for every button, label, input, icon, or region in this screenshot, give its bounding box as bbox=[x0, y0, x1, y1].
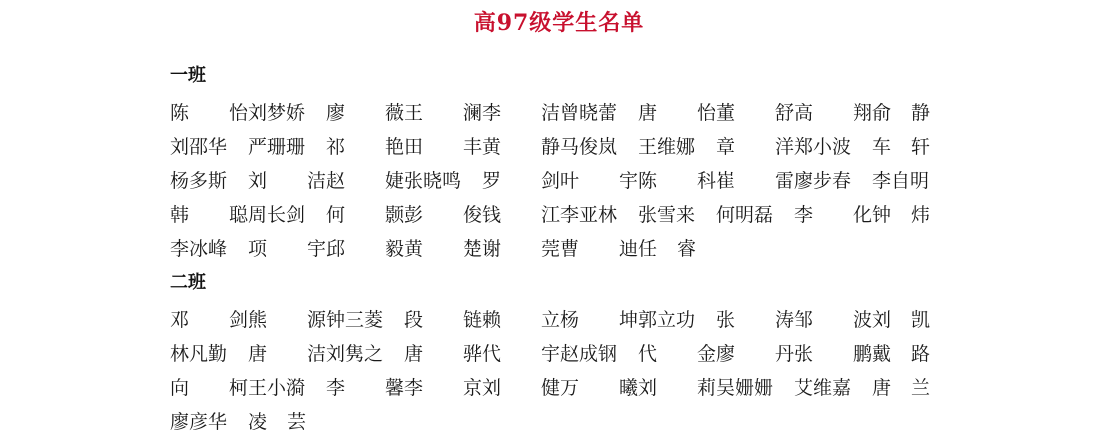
student-name: 何 颢 bbox=[326, 204, 404, 226]
student-name: 廖 薇 bbox=[326, 102, 404, 124]
student-name: 唐 骅 bbox=[404, 343, 482, 365]
student-name: 林凡勤 bbox=[170, 343, 228, 365]
student-name: 王 澜 bbox=[404, 102, 482, 124]
student-name: 陈 科 bbox=[638, 170, 716, 192]
student-name: 曹 迪 bbox=[560, 238, 638, 260]
student-name: 祁 艳 bbox=[326, 136, 404, 158]
student-name: 吴姗姗 bbox=[716, 377, 774, 399]
class-heading: 二班 bbox=[170, 272, 206, 293]
name-list bbox=[170, 303, 940, 439]
student-name: 彭 俊 bbox=[404, 204, 482, 226]
student-name: 张 涛 bbox=[716, 309, 794, 331]
name-row bbox=[170, 337, 940, 371]
student-name: 叶 宇 bbox=[560, 170, 638, 192]
student-name: 钱 江 bbox=[482, 204, 560, 226]
student-name: 万 曦 bbox=[560, 377, 638, 399]
student-name: 廖步春 bbox=[794, 170, 852, 192]
student-name: 李亚林 bbox=[560, 204, 618, 226]
class-two-section bbox=[170, 270, 940, 439]
student-name: 马俊岚 bbox=[560, 136, 618, 158]
student-name: 赵 婕 bbox=[326, 170, 404, 192]
student-name: 郭立功 bbox=[638, 309, 696, 331]
name-list bbox=[170, 96, 940, 266]
student-name: 向 柯 bbox=[170, 377, 248, 399]
student-name: 王维娜 bbox=[638, 136, 696, 158]
student-name: 唐 洁 bbox=[248, 343, 326, 365]
student-name: 刘 洁 bbox=[248, 170, 326, 192]
student-name: 代 宇 bbox=[482, 343, 560, 365]
student-name: 李 洁 bbox=[482, 102, 560, 124]
student-name: 郑小波 bbox=[794, 136, 852, 158]
student-name: 王小漪 bbox=[248, 377, 306, 399]
name-row bbox=[170, 96, 940, 130]
name-row bbox=[170, 303, 940, 337]
student-name: 李 化 bbox=[794, 204, 872, 226]
student-name: 韩 聪 bbox=[170, 204, 248, 226]
name-row bbox=[170, 405, 940, 439]
student-name: 何明磊 bbox=[716, 204, 774, 226]
student-name: 唐 兰 bbox=[872, 377, 930, 399]
student-name: 陈 怡 bbox=[170, 102, 248, 124]
student-name: 刘 莉 bbox=[638, 377, 716, 399]
student-name: 段 链 bbox=[404, 309, 482, 331]
student-name: 曾晓蕾 bbox=[560, 102, 618, 124]
student-name: 唐 怡 bbox=[638, 102, 716, 124]
student-name: 李 馨 bbox=[326, 377, 404, 399]
student-name: 李 京 bbox=[404, 377, 482, 399]
student-name: 黄 楚 bbox=[404, 238, 482, 260]
student-name: 黄 静 bbox=[482, 136, 560, 158]
student-name: 任 睿 bbox=[638, 238, 696, 260]
student-name: 刘邵华 bbox=[170, 136, 228, 158]
student-name: 罗 剑 bbox=[482, 170, 560, 192]
student-name: 杨 坤 bbox=[560, 309, 638, 331]
name-row bbox=[170, 371, 940, 405]
student-name: 张晓鸣 bbox=[404, 170, 462, 192]
student-name: 刘隽之 bbox=[326, 343, 384, 365]
student-name: 张雪来 bbox=[638, 204, 696, 226]
student-name: 代 金 bbox=[638, 343, 716, 365]
name-row bbox=[170, 232, 940, 266]
class-heading: 一班 bbox=[170, 65, 206, 86]
student-name: 杨多斯 bbox=[170, 170, 228, 192]
student-name: 熊 源 bbox=[248, 309, 326, 331]
student-name: 邓 剑 bbox=[170, 309, 248, 331]
class-one-section bbox=[170, 63, 940, 266]
student-name: 刘 凯 bbox=[872, 309, 930, 331]
student-name: 李冰峰 bbox=[170, 238, 228, 260]
name-row bbox=[170, 130, 940, 164]
student-name: 邱 毅 bbox=[326, 238, 404, 260]
student-name: 李自明 bbox=[872, 170, 930, 192]
student-name: 章 洋 bbox=[716, 136, 794, 158]
student-name: 赵成钢 bbox=[560, 343, 618, 365]
student-name: 董 舒 bbox=[716, 102, 794, 124]
student-name: 廖 丹 bbox=[716, 343, 794, 365]
student-name: 俞 静 bbox=[872, 102, 930, 124]
student-name: 严珊珊 bbox=[248, 136, 306, 158]
student-name: 赖 立 bbox=[482, 309, 560, 331]
name-row bbox=[170, 164, 940, 198]
student-name: 周长剑 bbox=[248, 204, 306, 226]
student-name: 刘梦娇 bbox=[248, 102, 306, 124]
page-title: 高97级学生名单 bbox=[473, 10, 645, 36]
student-name: 谢 莞 bbox=[482, 238, 560, 260]
name-row bbox=[170, 198, 940, 232]
student-name: 刘 健 bbox=[482, 377, 560, 399]
student-name: 戴 路 bbox=[872, 343, 930, 365]
student-name: 钟 炜 bbox=[872, 204, 930, 226]
student-name: 凌 芸 bbox=[248, 411, 306, 433]
student-name: 田 丰 bbox=[404, 136, 482, 158]
student-name: 钟三菱 bbox=[326, 309, 384, 331]
student-name: 张 鹏 bbox=[794, 343, 872, 365]
student-name: 车 轩 bbox=[872, 136, 930, 158]
student-name: 艾维嘉 bbox=[794, 377, 852, 399]
student-name: 邹 波 bbox=[794, 309, 872, 331]
student-name: 崔 雷 bbox=[716, 170, 794, 192]
student-name: 廖彦华 bbox=[170, 411, 228, 433]
student-name: 高 翔 bbox=[794, 102, 872, 124]
student-name: 项 宇 bbox=[248, 238, 326, 260]
